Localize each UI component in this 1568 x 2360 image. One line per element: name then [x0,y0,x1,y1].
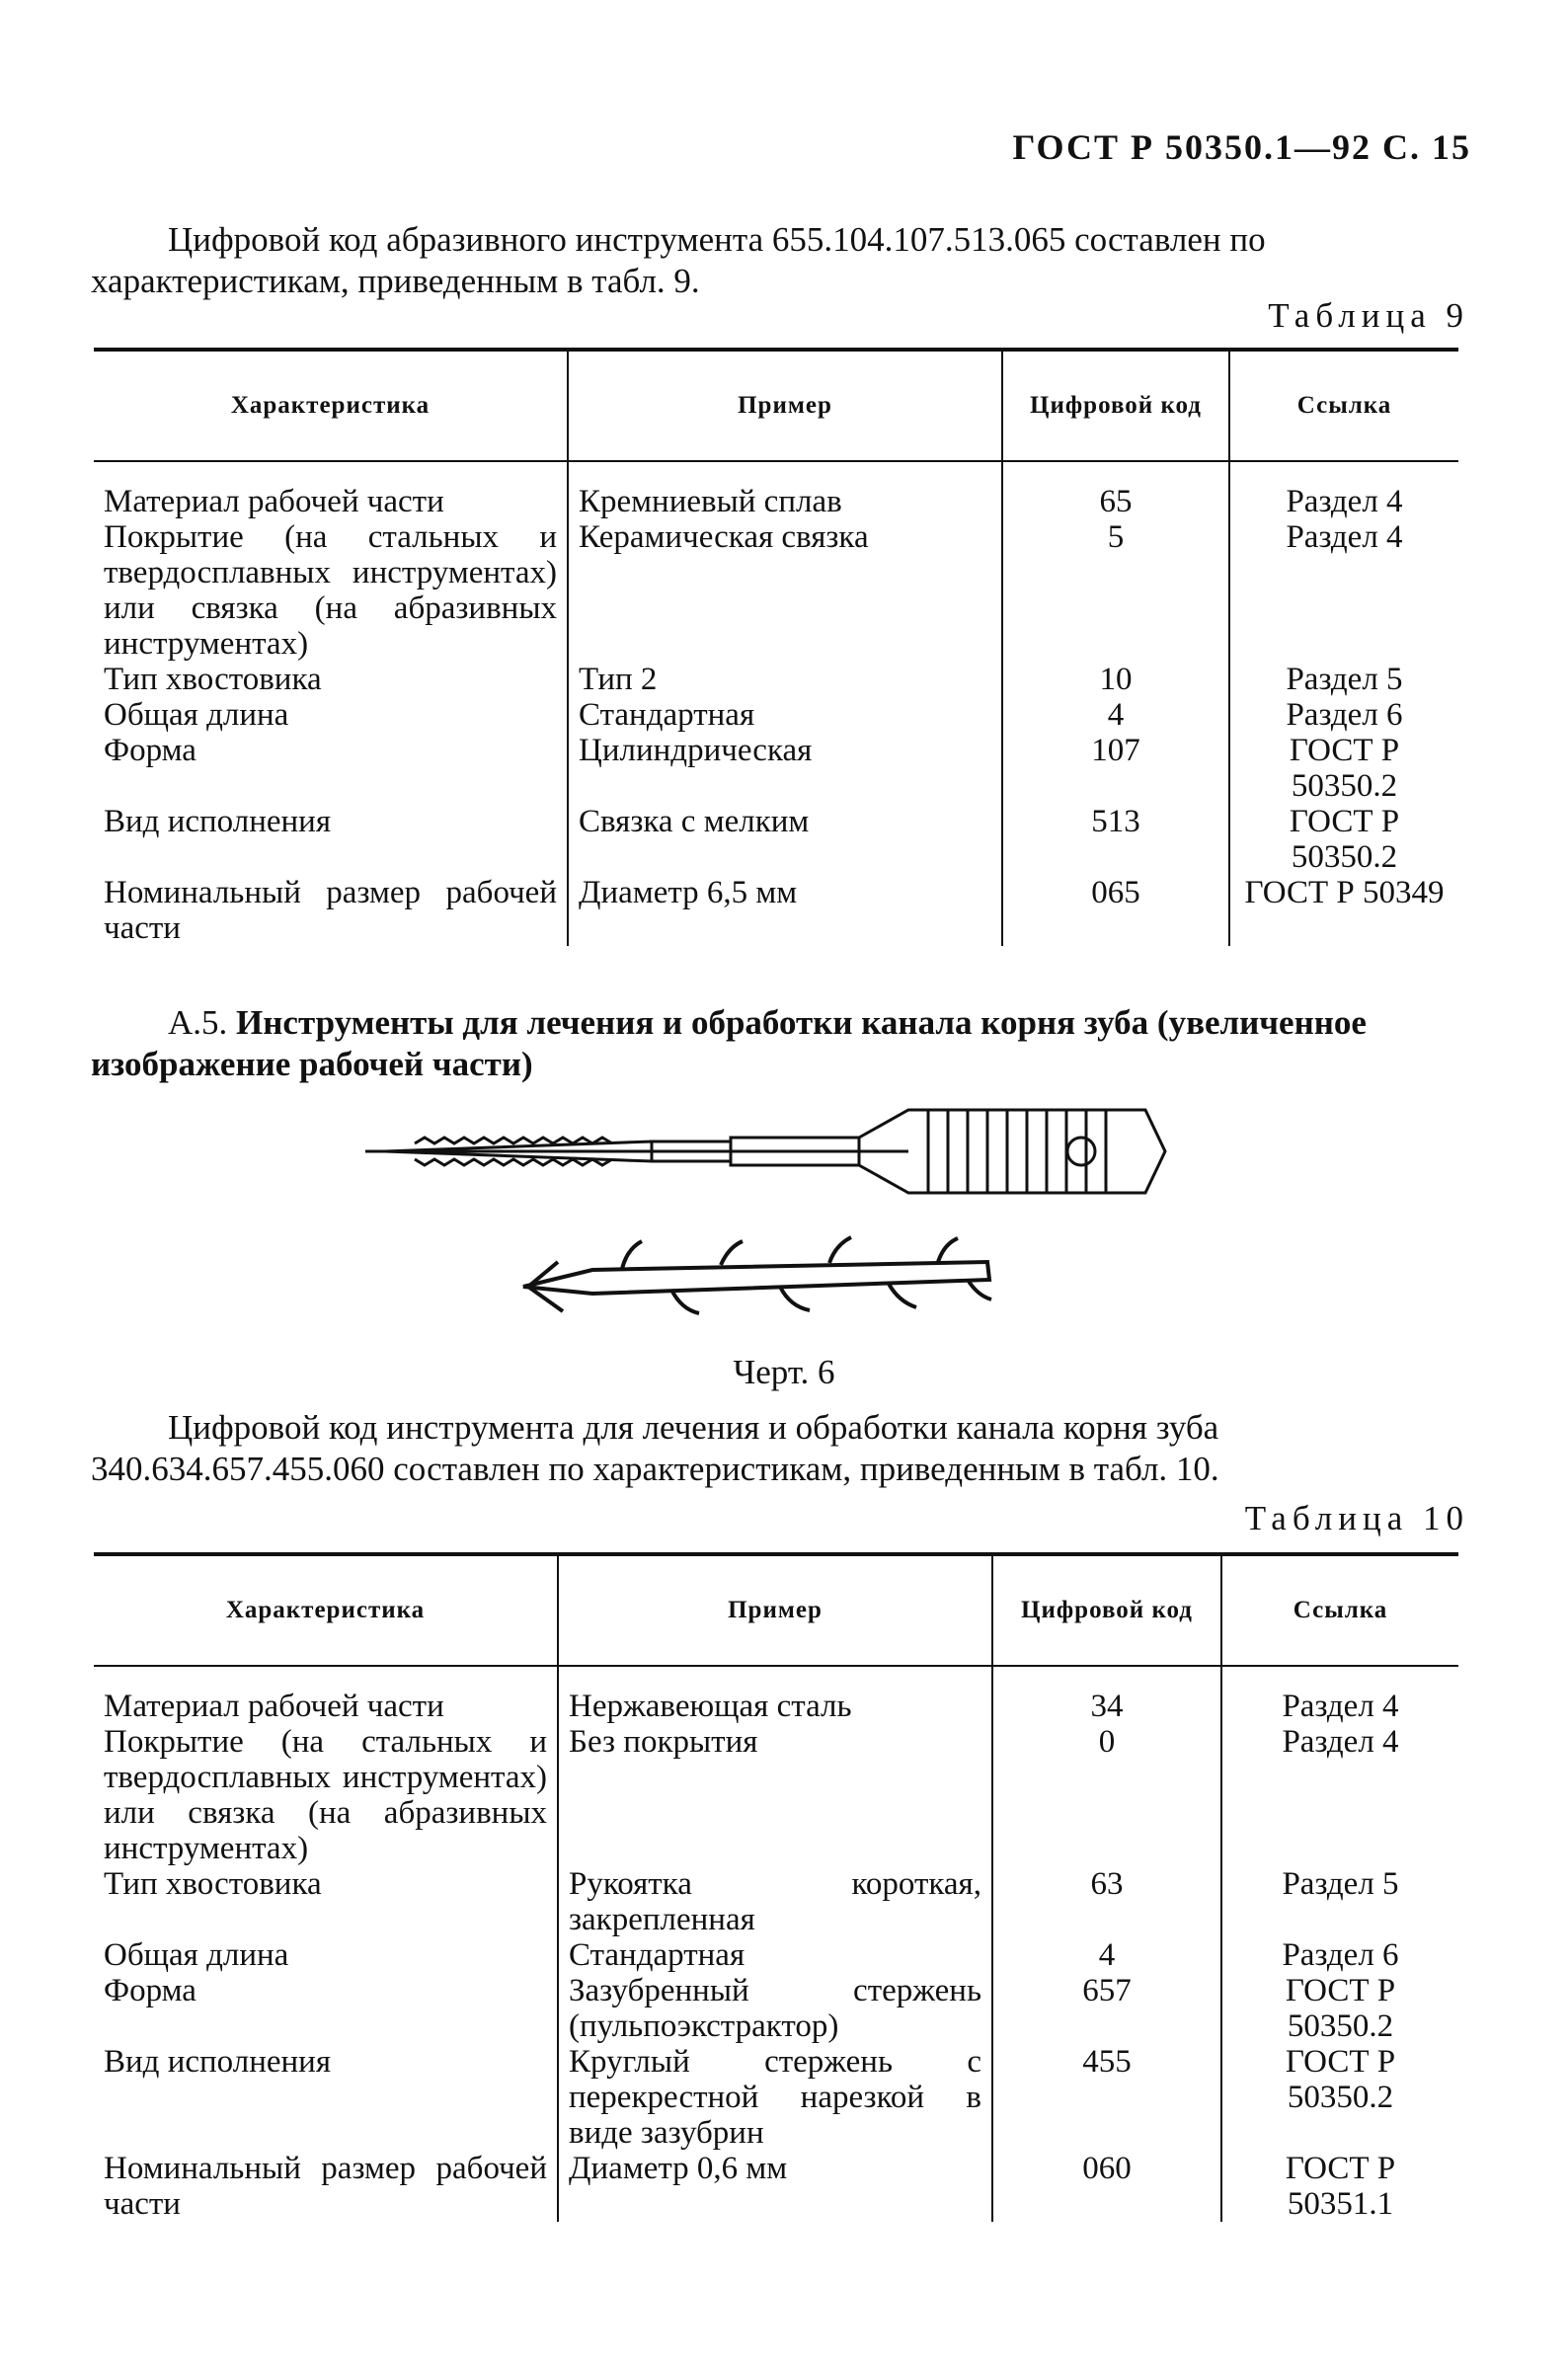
example-cell: Круглый стержень с перекрестной нарезкой в виде зазубрин [558,2044,992,2151]
reference-cell: Раздел 6 [1229,697,1458,733]
characteristic-cell: Форма [104,733,196,768]
table9-label: Таблица 9 [1268,296,1469,335]
reference-cell: Раздел 4 [1229,484,1458,519]
characteristic-cell: Общая длина [104,1937,289,1973]
root-canal-instrument-drawing [355,1084,1185,1341]
table-row [94,697,1458,733]
table10 [94,1552,1458,2222]
table-row [94,1689,1458,1724]
characteristic-cell: Материал рабочей части [104,484,444,519]
table10-header-code: Цифровой код [992,1554,1221,1666]
table9 [94,348,1458,946]
code-cell: 5 [1002,519,1229,662]
table-row [94,2151,1458,2222]
section-title: Инструменты для лечения и обработки канала корня зуба (увеличенное изображение рабочей части) [91,1003,1367,1083]
characteristic-cell: Общая длина [104,697,289,733]
reference-cell: Раздел 5 [1221,1866,1458,1937]
code-cell: 060 [992,2151,1221,2222]
table-row [94,662,1458,697]
code-cell: 657 [992,1973,1221,2044]
code-cell: 10 [1002,662,1229,697]
example-cell: Диаметр 6,5 мм [568,875,1002,946]
table-row [94,733,1458,804]
figure-drawing [355,1084,1185,1346]
code-cell: 0 [992,1724,1221,1866]
table9-header-characteristic: Характеристика [94,350,568,461]
reference-cell: Раздел 4 [1221,1724,1458,1866]
code-cell: 4 [1002,697,1229,733]
characteristic-cell: Материал рабочей части [104,1689,444,1724]
instrument-side-view [365,1110,1165,1193]
page-header: ГОСТ Р 50350.1—92 С. 15 [1012,127,1471,167]
characteristic-cell: Покрытие (на стальных и твердосплавных инструментах) или связка (на абразивных инструментах) [104,519,557,662]
example-cell: Цилиндрическая [568,733,1002,804]
table-row [94,2044,1458,2151]
characteristic-cell: Номинальный размер рабочей части [104,2151,547,2222]
code-cell: 455 [992,2044,1221,2151]
table-row [94,1937,1458,1973]
code-cell: 107 [1002,733,1229,804]
reference-cell: ГОСТ Р 50351.1 [1221,2151,1458,2222]
table-row [94,875,1458,946]
table9-intro [91,219,1463,302]
example-cell: Тип 2 [568,662,1002,697]
section-number: А.5. [168,1003,228,1042]
code-cell: 34 [992,1689,1221,1724]
table-row [94,1724,1458,1866]
table-row [94,1866,1458,1937]
table10-header-characteristic: Характеристика [94,1554,558,1666]
reference-cell: Раздел 5 [1229,662,1458,697]
code-cell: 4 [992,1937,1221,1973]
reference-cell: ГОСТ Р 50349 [1229,875,1458,946]
reference-cell: ГОСТ Р 50350.2 [1221,1973,1458,2044]
table10-intro [91,1407,1463,1490]
table10-label: Таблица 10 [1244,1499,1469,1537]
characteristic-cell: Покрытие (на стальных и твердосплавных инструментах) или связка (на абразивных инструментах) [104,1724,547,1866]
table-row [94,519,1458,662]
example-cell: Диаметр 0,6 мм [558,2151,992,2222]
table-row [94,1973,1458,2044]
code-cell: 65 [1002,484,1229,519]
code-cell: 63 [992,1866,1221,1937]
figure-caption: Черт. 6 [733,1353,835,1391]
reference-cell: Раздел 6 [1221,1937,1458,1973]
reference-cell: ГОСТ Р 50350.2 [1229,733,1458,804]
code-cell: 065 [1002,875,1229,946]
table-row [94,804,1458,875]
reference-cell: Раздел 4 [1229,519,1458,662]
characteristic-cell: Номинальный размер рабочей части [104,875,557,946]
table10-intro-text: Цифровой код инструмента для лечения и обработки канала корня зуба 340.634.657.455.060 составлен по характеристикам, приведенным в табл. 10. [91,1408,1219,1488]
example-cell: Стандартная [558,1937,992,1973]
example-cell: Стандартная [568,697,1002,733]
table9-header-row [94,350,1458,461]
table9-header-example: Пример [568,350,1002,461]
table10-header-reference: Ссылка [1221,1554,1458,1666]
example-cell: Рукоятка короткая, закрепленная [558,1866,992,1937]
table10-header-row [94,1554,1458,1666]
example-cell: Нержавеющая сталь [558,1689,992,1724]
table9-header-reference: Ссылка [1229,350,1458,461]
reference-cell: ГОСТ Р 50350.2 [1221,2044,1458,2151]
example-cell: Без покрытия [558,1724,992,1866]
example-cell: Зазубренный стержень (пульпоэкстрактор) [558,1973,992,2044]
example-cell: Связка с мелким [568,804,1002,875]
table9-intro-text: Цифровой код абразивного инструмента 655.104.107.513.065 составлен по характеристикам, приведенным в табл. 9. [91,220,1266,300]
example-cell: Кремниевый сплав [568,484,1002,519]
table10-header-example: Пример [558,1554,992,1666]
reference-cell: Раздел 4 [1221,1689,1458,1724]
characteristic-cell: Вид исполнения [104,804,332,839]
characteristic-cell: Тип хвостовика [104,662,322,697]
example-cell: Керамическая связка [568,519,1002,662]
code-cell: 513 [1002,804,1229,875]
characteristic-cell: Тип хвостовика [104,1866,322,1902]
characteristic-cell: Вид исполнения [104,2044,332,2080]
table9-header-code: Цифровой код [1002,350,1229,461]
barbed-working-part [523,1237,991,1313]
section-heading [91,1002,1463,1085]
characteristic-cell: Форма [104,1973,196,2008]
table-row [94,484,1458,519]
reference-cell: ГОСТ Р 50350.2 [1229,804,1458,875]
